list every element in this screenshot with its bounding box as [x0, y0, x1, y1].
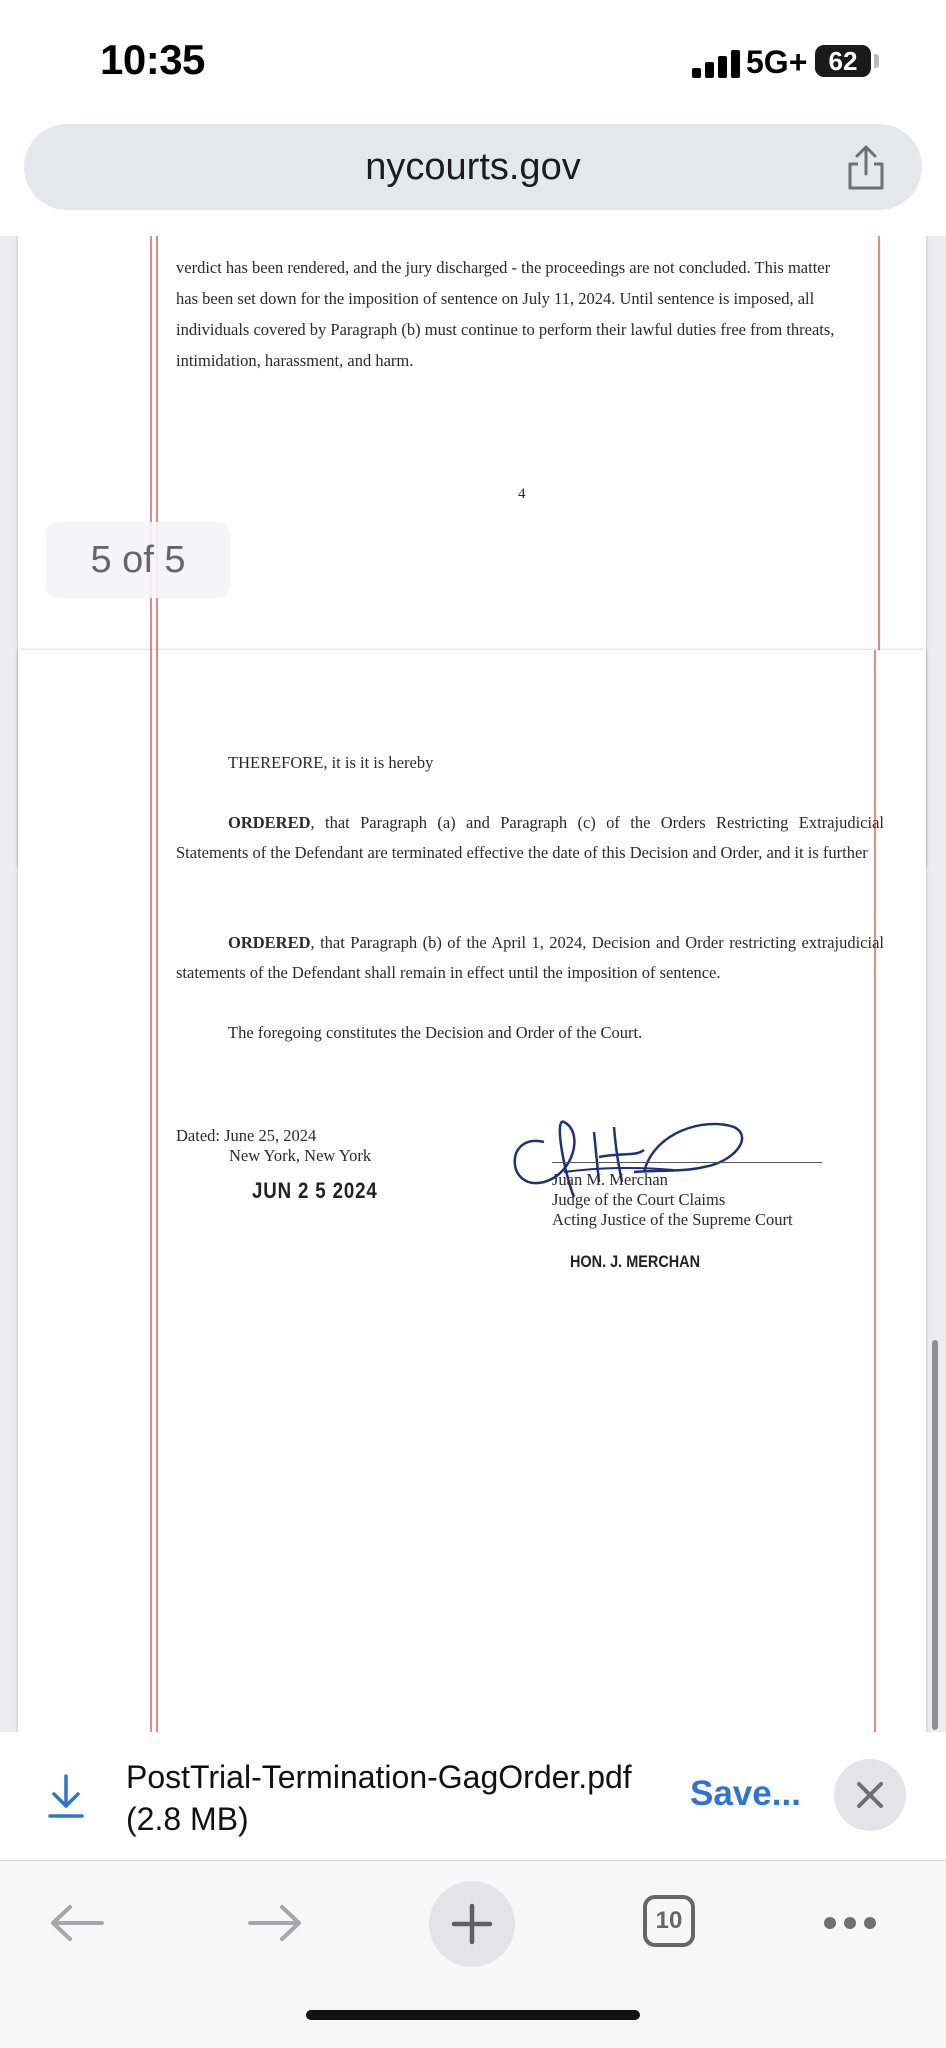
address-bar[interactable] [24, 124, 922, 210]
signature-line [552, 1162, 822, 1163]
text-line: individuals covered by Paragraph (b) must continue to perform their lawful duties free from threats, [176, 320, 835, 339]
forward-arrow-icon[interactable] [246, 1903, 304, 1943]
address-bar-area [0, 120, 946, 236]
foregoing-text: The foregoing constitutes the Decision and Order of the Court. [228, 1023, 643, 1042]
status-bar [0, 0, 946, 120]
text-line: intimidation, harassment, and harm. [176, 351, 414, 370]
judge-block [552, 1170, 793, 1230]
download-bar [0, 1732, 946, 1861]
share-icon[interactable] [844, 144, 888, 192]
plus-icon [450, 1902, 494, 1946]
order-text: , that Paragraph (a) and Paragraph (c) of the Orders Restricting Extrajudicial Statements of the Defendant are terminated effective the date of this Decision and Order, and it is further [176, 813, 884, 862]
margin-line [156, 650, 158, 1732]
dated-label: Dated: [176, 1126, 220, 1145]
new-tab-button[interactable] [429, 1881, 515, 1967]
judge-name: Juan M. Merchan [552, 1170, 668, 1189]
dated-value: June 25, 2024 [224, 1126, 317, 1145]
home-indicator[interactable] [306, 2010, 640, 2020]
text-line: has been set down for the imposition of sentence on July 11, 2024. Until sentence is imposed, all [176, 289, 815, 308]
page-indicator: 5 of 5 [46, 522, 230, 598]
date-stamp: JUN 2 5 2024 [252, 1178, 378, 1203]
status-time: 10:35 [100, 36, 205, 83]
download-icon [46, 1772, 86, 1820]
scrollbar[interactable] [932, 1340, 938, 1730]
ordered-label: ORDERED [228, 933, 311, 952]
back-arrow-icon[interactable] [48, 1903, 106, 1943]
order-paragraph-1 [176, 808, 884, 868]
more-options-icon[interactable] [822, 1915, 878, 1931]
pdf-viewer[interactable] [0, 236, 946, 1732]
cellular-signal-icon [692, 50, 742, 78]
battery-tip [874, 54, 879, 68]
url-domain[interactable]: nycourts.gov [365, 146, 581, 188]
dated-block [176, 1126, 371, 1166]
download-file-info [126, 1756, 632, 1840]
download-filename: PostTrial-Termination-GagOrder.pdf [126, 1759, 632, 1795]
order-paragraph-2 [176, 928, 884, 988]
close-download-button[interactable] [834, 1759, 906, 1831]
judge-name-stamp: HON. J. MERCHAN [570, 1252, 701, 1271]
dated-location: New York, New York [229, 1146, 372, 1165]
battery-icon: 62 [815, 45, 871, 77]
margin-line [150, 650, 152, 1732]
page4-paragraph [176, 252, 886, 376]
ordered-label: ORDERED [228, 813, 311, 832]
close-icon [854, 1779, 886, 1811]
tab-switcher-button[interactable]: 10 [643, 1895, 695, 1947]
page-number: 4 [518, 486, 526, 502]
download-filesize: (2.8 MB) [126, 1801, 249, 1837]
therefore-line [176, 748, 884, 778]
judge-title: Judge of the Court Claims [552, 1190, 726, 1209]
order-text: , that Paragraph (b) of the April 1, 2024, Decision and Order restricting extrajudicial statements of the Defendant shall remain in effect until the imposition of sentence. [176, 933, 884, 982]
text-line: verdict has been rendered, and the jury discharged - the proceedings are not concluded. This matter [176, 258, 831, 277]
therefore-text: THEREFORE, it is it is hereby [228, 753, 434, 772]
pdf-page-5 [18, 650, 926, 1732]
network-type: 5G+ [746, 44, 808, 80]
save-button[interactable]: Save... [690, 1774, 801, 1813]
foregoing-line [176, 1018, 884, 1048]
judge-title: Acting Justice of the Supreme Court [552, 1210, 793, 1229]
